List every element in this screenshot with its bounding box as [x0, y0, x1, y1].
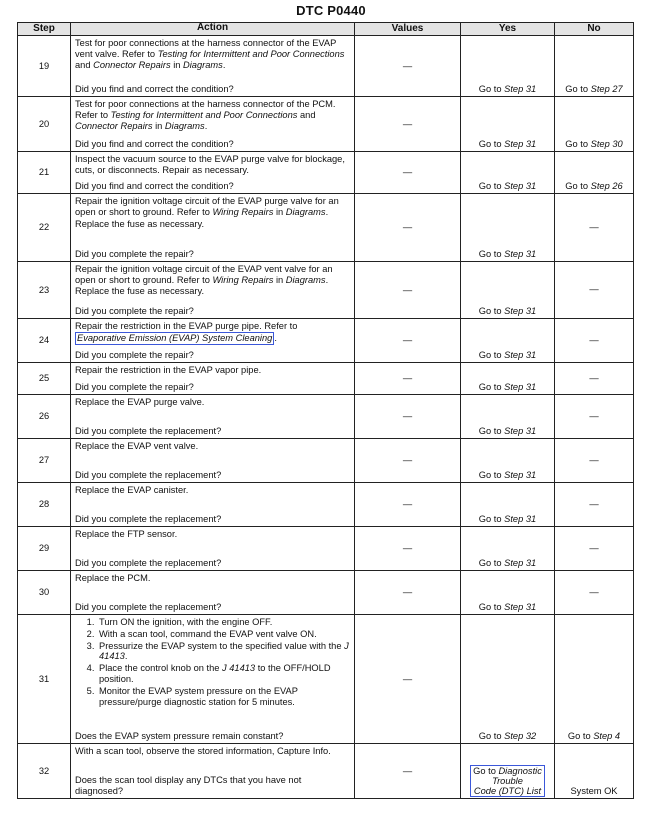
text-run: and [297, 109, 316, 120]
yes-cell [461, 395, 555, 439]
text-run: Go to [478, 470, 505, 481]
reference-text: Diagrams [183, 59, 223, 70]
text-run: — [589, 334, 599, 345]
yes-cell [461, 319, 555, 363]
text-run: to the OFF/HOLD position. [99, 663, 331, 684]
text-run: Go to [478, 306, 505, 317]
table-row [18, 615, 634, 744]
text-run: Go to [478, 731, 505, 742]
table-header-row [18, 23, 634, 36]
action-content [71, 152, 354, 193]
action-text [75, 573, 351, 600]
action-question: Did you complete the replacement? [75, 602, 222, 613]
reference-text: Connector Repairs [93, 59, 171, 70]
no-action [555, 335, 633, 347]
text-run: Go to [565, 84, 591, 95]
reference-text: Step 31 [504, 181, 537, 192]
values-cell: — [355, 395, 461, 439]
no-cell [555, 36, 634, 97]
no-action [555, 222, 633, 234]
text-run: — [589, 498, 599, 509]
yes-cell [461, 194, 555, 262]
table-row [18, 527, 634, 571]
table-row [18, 262, 634, 319]
yes-action[interactable] [461, 558, 554, 570]
yes-cell [461, 439, 555, 483]
no-action [555, 455, 633, 467]
text-run: Go to [478, 382, 505, 393]
text-run: — [589, 542, 599, 553]
action-paragraph [75, 485, 351, 496]
text-run: Replace the PCM. [75, 573, 151, 583]
step-number: 19 [18, 36, 71, 97]
text-run: . [204, 120, 208, 131]
yes-cell [461, 744, 555, 799]
header-step: Step [18, 23, 71, 36]
text-run: Replace the EVAP canister. [75, 485, 189, 495]
text-run: — [589, 586, 599, 597]
action-text [75, 264, 351, 304]
step-number: 31 [18, 615, 71, 744]
table-row [18, 194, 634, 262]
no-cell [555, 571, 634, 615]
action-text [75, 529, 351, 556]
action-cell [71, 262, 355, 319]
action-paragraph [75, 746, 351, 757]
reference-text: Testing for Intermittent and Poor Connections [110, 109, 298, 120]
action-content [71, 194, 354, 261]
reference-text: Step 32 [504, 731, 537, 742]
action-question: Does the scan tool display any DTCs that you have not diagnosed? [75, 775, 302, 797]
text-run: . [222, 59, 226, 70]
text-run: With a scan tool, observe the stored information, Capture Info. [75, 746, 331, 756]
action-cell [71, 395, 355, 439]
text-run: Replace the FTP sensor. [75, 529, 178, 539]
text-run: Pressurize the EVAP system to the specified value with the [99, 640, 345, 651]
action-paragraph [75, 154, 351, 176]
dtc-list-link[interactable] [470, 765, 545, 797]
reference-text: Step 31 [504, 306, 537, 317]
action-content [71, 319, 354, 362]
reference-text: Step 4 [593, 731, 621, 742]
text-run: Go to [478, 558, 505, 569]
values-cell: — [355, 36, 461, 97]
action-question: Does the EVAP system pressure remain constant? [75, 731, 284, 742]
header-values: Values [355, 23, 461, 36]
action-cell [71, 527, 355, 571]
action-paragraph [75, 99, 351, 131]
text-run: Test for poor connections at the harness connector of the EVAP vent valve. Refer to [75, 38, 337, 59]
no-action [555, 411, 633, 423]
action-question: Did you complete the replacement? [75, 426, 222, 437]
no-cell [555, 395, 634, 439]
yes-cell [461, 527, 555, 571]
no-action [555, 499, 633, 511]
action-text [75, 441, 351, 468]
table-row [18, 483, 634, 527]
yes-cell [461, 483, 555, 527]
no-cell [555, 527, 634, 571]
text-run: . [325, 206, 329, 217]
yes-cell [461, 571, 555, 615]
reference-link[interactable]: Evaporative Emission (EVAP) System Cleaning [77, 332, 273, 343]
values-cell: — [355, 97, 461, 152]
reference-text: Diagrams [285, 274, 326, 285]
procedure-list [75, 617, 351, 707]
action-question: Did you complete the replacement? [75, 514, 222, 525]
action-question: Did you find and correct the condition? [75, 84, 234, 95]
text-run: in [152, 120, 165, 131]
no-action[interactable] [555, 139, 633, 151]
text-run: Go to [567, 731, 594, 742]
values-cell: — [355, 194, 461, 262]
action-content [71, 571, 354, 614]
reference-text: Diagrams [285, 206, 326, 217]
step-number: 21 [18, 152, 71, 194]
action-cell [71, 97, 355, 152]
text-run: Repair the restriction in the EVAP purge pipe. Refer to [75, 321, 298, 331]
reference-text: Step 31 [504, 602, 537, 613]
action-text [75, 154, 351, 179]
action-question: Did you complete the replacement? [75, 470, 222, 481]
action-cell [71, 194, 355, 262]
values-cell: — [355, 483, 461, 527]
step-number: 28 [18, 483, 71, 527]
reference-text: Diagrams [164, 120, 205, 131]
yes-cell [461, 36, 555, 97]
procedure-step [97, 663, 351, 685]
table-row [18, 319, 634, 363]
reference-text: Testing for Intermittent and Poor Connections [157, 48, 345, 59]
action-text [75, 321, 351, 348]
yes-action[interactable] [461, 139, 554, 151]
action-text [75, 99, 351, 137]
text-run: Go to [478, 426, 505, 437]
yes-cell [461, 262, 555, 319]
action-paragraph [75, 38, 351, 70]
text-run: Go to [565, 139, 591, 150]
yes-action[interactable] [461, 181, 554, 193]
header-yes: Yes [461, 23, 555, 36]
reference-text: Code (DTC) List [473, 786, 542, 796]
reference-text: J 41413 [99, 640, 349, 662]
table-row [18, 97, 634, 152]
values-cell: — [355, 744, 461, 799]
reference-text: Step 31 [504, 558, 537, 569]
action-cell [71, 319, 355, 363]
no-cell [555, 152, 634, 194]
reference-text: Step 31 [504, 470, 537, 481]
action-content [71, 615, 354, 743]
text-run: Go to [473, 766, 499, 776]
action-question: Did you complete the repair? [75, 249, 194, 260]
reference-text: Step 31 [504, 514, 537, 525]
no-cell [555, 97, 634, 152]
no-action [555, 543, 633, 555]
text-run: . [124, 651, 128, 662]
step-number: 24 [18, 319, 71, 363]
action-cell [71, 571, 355, 615]
no-action [555, 284, 633, 296]
text-run: Go to [565, 181, 591, 192]
reference-text: Step 27 [590, 84, 623, 95]
no-cell [555, 483, 634, 527]
procedure-step [97, 641, 351, 663]
action-cell [71, 744, 355, 799]
action-paragraph [75, 573, 351, 584]
action-paragraph [75, 441, 351, 452]
action-cell [71, 483, 355, 527]
text-run: Place the control knob on the [99, 663, 223, 674]
table-row [18, 152, 634, 194]
procedure-step [97, 617, 351, 628]
action-question: Did you complete the repair? [75, 382, 194, 393]
step-number: 23 [18, 262, 71, 319]
no-action[interactable] [555, 786, 633, 798]
step-number: 32 [18, 744, 71, 799]
text-run: Go to [478, 84, 505, 95]
yes-cell [461, 152, 555, 194]
text-run: — [589, 284, 599, 295]
no-action[interactable] [555, 731, 633, 743]
table-row [18, 439, 634, 483]
text-run: and [75, 59, 94, 70]
values-cell: — [355, 363, 461, 395]
table-row [18, 363, 634, 395]
values-cell: — [355, 439, 461, 483]
action-cell [71, 152, 355, 194]
action-content [71, 395, 354, 438]
action-content [71, 97, 354, 151]
text-run: Repair the ignition voltage circuit of the EVAP vent valve for an open or short to ground. Refer to [75, 264, 333, 285]
text-run: — [589, 454, 599, 465]
action-text [75, 485, 351, 512]
reference-text: Diagnostic [498, 766, 542, 776]
step-number: 22 [18, 194, 71, 262]
text-run: in [273, 274, 286, 285]
reference-text: Step 31 [504, 84, 537, 95]
reference-text: Step 31 [504, 249, 537, 260]
no-cell [555, 439, 634, 483]
text-run: Go to [478, 350, 505, 361]
page-title: DTC P0440 [296, 3, 366, 18]
yes-action[interactable] [461, 84, 554, 96]
text-run: Go to [478, 249, 505, 260]
step-number: 20 [18, 97, 71, 152]
action-content [71, 483, 354, 526]
action-cell [71, 363, 355, 395]
text-run: — [589, 372, 599, 383]
action-text [75, 196, 351, 247]
text-run: Monitor the EVAP system pressure on the EVAP pressure/purge diagnostic station for 5 minutes. [99, 685, 298, 707]
action-text [75, 397, 351, 424]
action-paragraph [75, 397, 351, 408]
header-no: No [555, 23, 634, 36]
diagnostic-table [17, 22, 634, 799]
table-row [18, 395, 634, 439]
action-paragraph [75, 321, 351, 345]
reference-text: Trouble [492, 776, 523, 786]
action-text [75, 746, 351, 773]
no-cell [555, 262, 634, 319]
yes-action[interactable] [461, 470, 554, 482]
reference-text: Wiring Repairs [212, 274, 274, 285]
text-run: Replace the EVAP purge valve. [75, 397, 205, 407]
yes-cell [461, 363, 555, 395]
procedure-step [97, 629, 351, 640]
step-number: 30 [18, 571, 71, 615]
action-paragraph [75, 196, 351, 218]
yes-action[interactable] [461, 602, 554, 614]
yes-action[interactable] [461, 731, 554, 743]
step-number: 29 [18, 527, 71, 571]
no-action [555, 373, 633, 385]
no-action[interactable] [555, 181, 633, 193]
action-question: Did you complete the replacement? [75, 558, 222, 569]
action-question: Did you complete the repair? [75, 306, 194, 317]
text-run: Test for poor connections at the harness connector of the PCM. Refer to [75, 99, 336, 120]
text-run: Repair the ignition voltage circuit of the EVAP purge valve for an open or short to ground. Refer to [75, 196, 339, 217]
reference-text: Connector Repairs [75, 120, 153, 131]
yes-action[interactable] [461, 514, 554, 526]
action-cell [71, 36, 355, 97]
yes-action[interactable] [461, 249, 554, 261]
yes-action[interactable] [461, 306, 554, 318]
yes-cell [461, 97, 555, 152]
procedure-step [97, 686, 351, 708]
values-cell: — [355, 262, 461, 319]
header-action: Action [71, 23, 355, 36]
values-cell: — [355, 319, 461, 363]
text-run: Inspect the vacuum source to the EVAP purge valve for blockage, cuts, or disconnects. Repair as necessary. [75, 154, 345, 175]
table-row [18, 36, 634, 97]
values-cell: — [355, 615, 461, 744]
action-content [71, 36, 354, 96]
action-cell [71, 439, 355, 483]
action-paragraph [75, 264, 351, 296]
text-run: Turn ON the ignition, with the engine OFF. [99, 617, 273, 627]
no-action [555, 587, 633, 599]
action-text [75, 38, 351, 82]
step-number: 27 [18, 439, 71, 483]
reference-text: Step 30 [590, 139, 623, 150]
text-run: . Replace the fuse as necessary. [75, 274, 329, 296]
text-run: System OK [570, 786, 618, 797]
table-row [18, 571, 634, 615]
text-run: Go to [478, 602, 505, 613]
action-question: Did you complete the repair? [75, 350, 194, 361]
action-content [71, 439, 354, 482]
text-run: Go to [478, 181, 505, 192]
text-run: Repair the restriction in the EVAP vapor pipe. [75, 365, 262, 375]
action-question: Did you find and correct the condition? [75, 139, 234, 150]
text-run: Go to [478, 514, 505, 525]
action-content [71, 363, 354, 394]
link-line [473, 766, 542, 776]
action-cell [71, 615, 355, 744]
yes-action[interactable] [461, 426, 554, 438]
text-run: Replace the fuse as necessary. [75, 218, 205, 229]
yes-action[interactable] [461, 382, 554, 394]
action-paragraph [75, 529, 351, 540]
reference-text: Step 31 [504, 139, 537, 150]
no-cell [555, 363, 634, 395]
table-row [18, 744, 634, 799]
no-action[interactable] [555, 84, 633, 96]
action-paragraph [75, 365, 351, 376]
action-question: Did you find and correct the condition? [75, 181, 234, 192]
reference-text: Step 26 [590, 181, 623, 192]
step-number: 26 [18, 395, 71, 439]
yes-action[interactable] [461, 350, 554, 362]
no-cell [555, 194, 634, 262]
action-content [71, 744, 354, 798]
reference-text: Wiring Repairs [212, 206, 274, 217]
yes-cell [461, 615, 555, 744]
text-run: Replace the EVAP vent valve. [75, 441, 199, 451]
values-cell: — [355, 571, 461, 615]
no-cell [555, 744, 634, 799]
text-run: — [589, 221, 599, 232]
reference-text: Step 31 [504, 350, 537, 361]
no-cell [555, 615, 634, 744]
action-text [75, 365, 351, 380]
action-content [71, 527, 354, 570]
text-run: With a scan tool, command the EVAP vent valve ON. [99, 628, 317, 639]
values-cell: — [355, 527, 461, 571]
text-run: Go to [478, 139, 505, 150]
action-paragraph [75, 219, 351, 230]
text-run: in [170, 59, 184, 70]
text-run: . [274, 332, 277, 343]
values-cell: — [355, 152, 461, 194]
action-text [75, 617, 351, 729]
no-cell [555, 319, 634, 363]
reference-text: J 41413 [222, 663, 256, 674]
step-number: 25 [18, 363, 71, 395]
reference-text: Step 31 [504, 382, 537, 393]
action-content [71, 262, 354, 318]
text-run: — [589, 410, 599, 421]
reference-text: Step 31 [504, 426, 537, 437]
text-run: in [273, 206, 286, 217]
